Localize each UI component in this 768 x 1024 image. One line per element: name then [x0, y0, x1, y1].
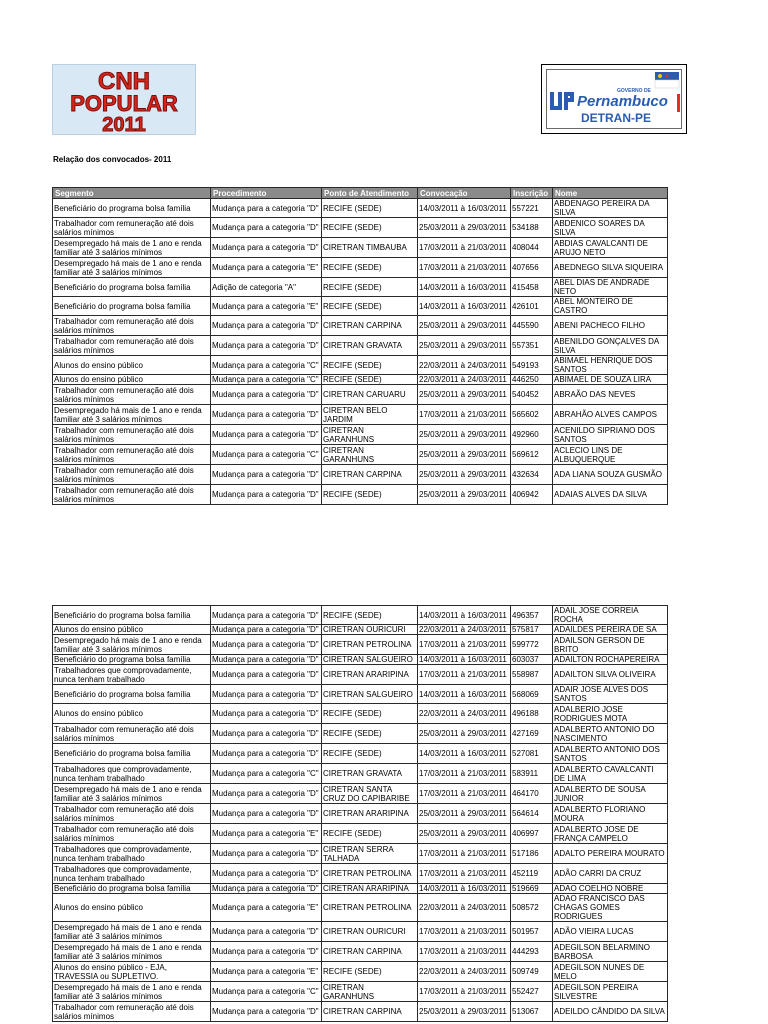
nome-cell: ADALBERIO JOSE RODRIGUES MOTA	[553, 704, 668, 724]
segmento-cell: Trabalhadores que comprovadamente, nunca tenham trabalhado	[53, 764, 211, 784]
inscricao-cell: 415458	[511, 278, 553, 297]
nome-cell: ABDIAS CAVALCANTI DE ARUJO NETO	[553, 238, 668, 258]
convocacao-cell: 25/03/2011 à 29/03/2011	[418, 445, 511, 465]
table-row	[53, 942, 668, 962]
table-row	[53, 685, 668, 704]
nome-cell: ADAILSON GERSON DE BRITO	[553, 635, 668, 655]
document-title: Relação dos convocados- 2011	[53, 155, 172, 164]
convocacao-cell: 25/03/2011 à 29/03/2011	[418, 425, 511, 445]
segmento-cell: Trabalhador com remuneração até dois salários mínimos	[53, 485, 211, 505]
table-row	[53, 724, 668, 744]
inscricao-cell: 406997	[511, 824, 553, 844]
inscricao-cell: 432634	[511, 465, 553, 485]
ponto-atendimento-cell: RECIFE (SEDE)	[322, 724, 418, 744]
procedimento-cell: Mudança para a categoria "D"	[211, 635, 322, 655]
procedimento-cell: Mudança para a categoria "D"	[211, 425, 322, 445]
procedimento-cell: Mudança para a categoria "D"	[211, 218, 322, 238]
nome-cell: ADAO FRANCISCO DAS CHAGAS GOMES RODRIGUES	[553, 894, 668, 922]
ponto-atendimento-cell: RECIFE (SEDE)	[322, 606, 418, 625]
convocacao-cell: 25/03/2011 à 29/03/2011	[418, 465, 511, 485]
procedimento-cell: Mudança para a categoria "D"	[211, 884, 322, 894]
procedimento-cell: Mudança para a categoria "D"	[211, 606, 322, 625]
header-convocacao: Convocação	[418, 188, 511, 199]
inscricao-cell: 501957	[511, 922, 553, 942]
nome-cell: ADEGILSON PEREIRA SILVESTRE	[553, 982, 668, 1002]
table-2-body	[53, 606, 668, 1022]
table-row	[53, 784, 668, 804]
segmento-cell: Alunos do ensino público	[53, 894, 211, 922]
convocacao-cell: 25/03/2011 à 29/03/2011	[418, 218, 511, 238]
convocacao-cell: 25/03/2011 à 29/03/2011	[418, 724, 511, 744]
ponto-atendimento-cell: CIRETRAN OURICURI	[322, 922, 418, 942]
logo-popular-text: POPULAR	[70, 91, 178, 116]
table-row	[53, 405, 668, 425]
inscricao-cell: 509749	[511, 962, 553, 982]
nome-cell: ADÃO VIEIRA LUCAS	[553, 922, 668, 942]
segmento-cell: Trabalhador com remuneração até dois salários mínimos	[53, 425, 211, 445]
segmento-cell: Beneficiário do programa bolsa família	[53, 278, 211, 297]
ponto-atendimento-cell: RECIFE (SEDE)	[322, 199, 418, 218]
ponto-atendimento-cell: CIRETRAN CARPINA	[322, 942, 418, 962]
segmento-cell: Trabalhador com remuneração até dois salários mínimos	[53, 445, 211, 465]
convocacao-cell: 25/03/2011 à 29/03/2011	[418, 485, 511, 505]
inscricao-cell: 552427	[511, 982, 553, 1002]
ponto-atendimento-cell: RECIFE (SEDE)	[322, 297, 418, 316]
nome-cell: ABEL DIAS DE ANDRADE NETO	[553, 278, 668, 297]
ponto-atendimento-cell: RECIFE (SEDE)	[322, 824, 418, 844]
inscricao-cell: 427169	[511, 724, 553, 744]
segmento-cell: Alunos do ensino público	[53, 625, 211, 635]
inscricao-cell: 558987	[511, 665, 553, 685]
logo-year-text: 2011	[102, 114, 146, 134]
table-row	[53, 316, 668, 336]
procedimento-cell: Mudança para a categoria "C"	[211, 356, 322, 375]
segmento-cell: Trabalhador com remuneração até dois salários mínimos	[53, 385, 211, 405]
nome-cell: ADALTO PEREIRA MOURATO	[553, 844, 668, 864]
convocacao-cell: 25/03/2011 à 29/03/2011	[418, 804, 511, 824]
segmento-cell: Alunos do ensino público	[53, 704, 211, 724]
procedimento-cell: Mudança para a categoria "D"	[211, 844, 322, 864]
segmento-cell: Desempregado há mais de 1 ano e renda familiar até 3 salários mínimos	[53, 982, 211, 1002]
inscricao-cell: 492960	[511, 425, 553, 445]
segmento-cell: Alunos do ensino público	[53, 356, 211, 375]
convocacao-cell: 14/03/2011 à 16/03/2011	[418, 278, 511, 297]
segmento-cell: Trabalhador com remuneração até dois salários mínimos	[53, 724, 211, 744]
ponto-atendimento-cell: CIRETRAN CARPINA	[322, 1002, 418, 1022]
procedimento-cell: Mudança para a categoria "D"	[211, 724, 322, 744]
inscricao-cell: 407656	[511, 258, 553, 278]
procedimento-cell: Mudança para a categoria "D"	[211, 336, 322, 356]
ponto-atendimento-cell: CIRETRAN CARUARU	[322, 385, 418, 405]
inscricao-cell: 444293	[511, 942, 553, 962]
segmento-cell: Beneficiário do programa bolsa família	[53, 744, 211, 764]
inscricao-cell: 496357	[511, 606, 553, 625]
convocacao-cell: 17/03/2011 à 21/03/2011	[418, 844, 511, 864]
segmento-cell: Beneficiário do programa bolsa família	[53, 297, 211, 316]
table-row	[53, 445, 668, 465]
ponto-atendimento-cell: RECIFE (SEDE)	[322, 744, 418, 764]
segmento-cell: Desempregado há mais de 1 ano e renda familiar até 3 salários mínimos	[53, 942, 211, 962]
procedimento-cell: Adição de categoria "A"	[211, 278, 322, 297]
convocacao-cell: 22/03/2011 à 24/03/2011	[418, 375, 511, 385]
segmento-cell: Desempregado há mais de 1 ano e renda familiar até 3 salários mínimos	[53, 784, 211, 804]
nome-cell: ABEL MONTEIRO DE CASTRO	[553, 297, 668, 316]
convocacao-cell: 17/03/2011 à 21/03/2011	[418, 764, 511, 784]
nome-cell: ABENILDO GONÇALVES DA SILVA	[553, 336, 668, 356]
nome-cell: ADAO COELHO NOBRE	[553, 884, 668, 894]
table-header-row	[53, 188, 668, 199]
convocacao-cell: 25/03/2011 à 29/03/2011	[418, 824, 511, 844]
convocacao-cell: 22/03/2011 à 24/03/2011	[418, 962, 511, 982]
ponto-atendimento-cell: CIRETRAN ARARIPINA	[322, 884, 418, 894]
segmento-cell: Beneficiário do programa bolsa família	[53, 606, 211, 625]
procedimento-cell: Mudança para a categoria "D"	[211, 465, 322, 485]
pernambuco-flag-icon	[655, 72, 679, 88]
segmento-cell: Beneficiário do programa bolsa família	[53, 655, 211, 665]
convocacao-cell: 14/03/2011 à 16/03/2011	[418, 297, 511, 316]
table-row	[53, 665, 668, 685]
procedimento-cell: Mudança para a categoria "D"	[211, 625, 322, 635]
table-row	[53, 606, 668, 625]
ponto-atendimento-cell: CIRETRAN SALGUEIRO	[322, 685, 418, 704]
ponto-atendimento-cell: CIRETRAN GARANHUNS	[322, 445, 418, 465]
table-row	[53, 804, 668, 824]
nome-cell: ADEILDO CÂNDIDO DA SILVA	[553, 1002, 668, 1022]
convocacao-cell: 14/03/2011 à 16/03/2011	[418, 884, 511, 894]
table-row	[53, 336, 668, 356]
ponto-atendimento-cell: RECIFE (SEDE)	[322, 485, 418, 505]
nome-cell: ADALBERTO FLORIANO MOURA	[553, 804, 668, 824]
convocacao-cell: 17/03/2011 à 21/03/2011	[418, 942, 511, 962]
inscricao-cell: 446250	[511, 375, 553, 385]
nome-cell: ABDENAGO PEREIRA DA SILVA	[553, 199, 668, 218]
procedimento-cell: Mudança para a categoria "C"	[211, 375, 322, 385]
table-row	[53, 824, 668, 844]
nome-cell: ABEDNEGO SILVA SIQUEIRA	[553, 258, 668, 278]
segmento-cell: Trabalhador com remuneração até dois salários mínimos	[53, 1002, 211, 1022]
header-segmento: Segmento	[53, 188, 211, 199]
segmento-cell: Desempregado há mais de 1 ano e renda familiar até 3 salários mínimos	[53, 635, 211, 655]
segmento-cell: Desempregado há mais de 1 ano e renda familiar até 3 salários mínimos	[53, 405, 211, 425]
ponto-atendimento-cell: CIRETRAN GARANHUNS	[322, 982, 418, 1002]
procedimento-cell: Mudança para a categoria "E"	[211, 297, 322, 316]
procedimento-cell: Mudança para a categoria "C"	[211, 764, 322, 784]
inscricao-cell: 540452	[511, 385, 553, 405]
inscricao-cell: 599772	[511, 635, 553, 655]
procedimento-cell: Mudança para a categoria "D"	[211, 942, 322, 962]
table-row	[53, 465, 668, 485]
segmento-cell: Trabalhador com remuneração até dois salários mínimos	[53, 336, 211, 356]
logo-cnh-text: CNH	[98, 68, 150, 95]
table-row	[53, 1002, 668, 1022]
pernambuco-text: Pernambuco	[577, 93, 668, 110]
governo-de-text: GOVERNO DE	[617, 88, 651, 94]
procedimento-cell: Mudança para a categoria "E"	[211, 824, 322, 844]
nome-cell: ABIMAEL DE SOUZA LIRA	[553, 375, 668, 385]
convocados-table-1	[52, 187, 668, 505]
convocacao-cell: 22/03/2011 à 24/03/2011	[418, 894, 511, 922]
segmento-cell: Trabalhadores que comprovadamente, nunca tenham trabalhado	[53, 864, 211, 884]
convocacao-cell: 17/03/2011 à 21/03/2011	[418, 635, 511, 655]
table-row	[53, 625, 668, 635]
ponto-atendimento-cell: CIRETRAN GRAVATA	[322, 336, 418, 356]
ponto-atendimento-cell: RECIFE (SEDE)	[322, 704, 418, 724]
inscricao-cell: 603037	[511, 655, 553, 665]
segmento-cell: Trabalhador com remuneração até dois salários mínimos	[53, 218, 211, 238]
table-row	[53, 238, 668, 258]
nome-cell: ADALBERTO JOSE DE FRANÇA CAMPELO	[553, 824, 668, 844]
nome-cell: ADAILTON SILVA OLIVEIRA	[553, 665, 668, 685]
segmento-cell: Alunos do ensino público - EJA, TRAVESSIA ou SUPLETIVO.	[53, 962, 211, 982]
header-nome: Nome	[553, 188, 668, 199]
segmento-cell: Desempregado há mais de 1 ano e renda familiar até 3 salários mínimos	[53, 258, 211, 278]
procedimento-cell: Mudança para a categoria "D"	[211, 784, 322, 804]
ponto-atendimento-cell: CIRETRAN SALGUEIRO	[322, 655, 418, 665]
table-row	[53, 884, 668, 894]
ponto-atendimento-cell: CIRETRAN PETROLINA	[322, 894, 418, 922]
detran-pe-text: DETRAN-PE	[581, 111, 652, 125]
segmento-cell: Trabalhador com remuneração até dois salários mínimos	[53, 465, 211, 485]
nome-cell: ABENI PACHECO FILHO	[553, 316, 668, 336]
procedimento-cell: Mudança para a categoria "E"	[211, 894, 322, 922]
table-1-body	[53, 199, 668, 505]
nome-cell: ADALBERTO ANTONIO DO NASCIMENTO	[553, 724, 668, 744]
procedimento-cell: Mudança para a categoria "C"	[211, 982, 322, 1002]
procedimento-cell: Mudança para a categoria "D"	[211, 704, 322, 724]
procedimento-cell: Mudança para a categoria "D"	[211, 922, 322, 942]
convocacao-cell: 14/03/2011 à 16/03/2011	[418, 655, 511, 665]
procedimento-cell: Mudança para a categoria "D"	[211, 485, 322, 505]
inscricao-cell: 569612	[511, 445, 553, 465]
table-row	[53, 764, 668, 784]
segmento-cell: Beneficiário do programa bolsa família	[53, 884, 211, 894]
ponto-atendimento-cell: CIRETRAN OURICURI	[322, 625, 418, 635]
segmento-cell: Alunos do ensino público	[53, 375, 211, 385]
cnh-popular-logo	[52, 64, 196, 135]
inscricao-cell: 406942	[511, 485, 553, 505]
inscricao-cell: 549193	[511, 356, 553, 375]
ponto-atendimento-cell: RECIFE (SEDE)	[322, 278, 418, 297]
convocacao-cell: 22/03/2011 à 24/03/2011	[418, 704, 511, 724]
nome-cell: ADEGILSON NUNES DE MELO	[553, 962, 668, 982]
governo-pernambuco-detran-logo	[541, 64, 687, 134]
procedimento-cell: Mudança para a categoria "D"	[211, 385, 322, 405]
nome-cell: ACENILDO SIPRIANO DOS SANTOS	[553, 425, 668, 445]
nome-cell: ADAIR JOSE ALVES DOS SANTOS	[553, 685, 668, 704]
convocacao-cell: 14/03/2011 à 16/03/2011	[418, 606, 511, 625]
procedimento-cell: Mudança para a categoria "D"	[211, 1002, 322, 1022]
ponto-atendimento-cell: CIRETRAN SERRA TALHADA	[322, 844, 418, 864]
inscricao-cell: 568069	[511, 685, 553, 704]
procedimento-cell: Mudança para a categoria "D"	[211, 804, 322, 824]
procedimento-cell: Mudança para a categoria "D"	[211, 316, 322, 336]
convocacao-cell: 17/03/2011 à 21/03/2011	[418, 238, 511, 258]
procedimento-cell: Mudança para a categoria "D"	[211, 655, 322, 665]
ponto-atendimento-cell: CIRETRAN BELO JARDIM	[322, 405, 418, 425]
convocacao-cell: 17/03/2011 à 21/03/2011	[418, 982, 511, 1002]
convocacao-cell: 22/03/2011 à 24/03/2011	[418, 356, 511, 375]
ponto-atendimento-cell: CIRETRAN ARARIPINA	[322, 665, 418, 685]
table-row	[53, 425, 668, 445]
nome-cell: ACLECIO LINS DE ALBUQUERQUE	[553, 445, 668, 465]
ponto-atendimento-cell: RECIFE (SEDE)	[322, 258, 418, 278]
ponto-atendimento-cell: CIRETRAN PETROLINA	[322, 635, 418, 655]
procedimento-cell: Mudança para a categoria "D"	[211, 685, 322, 704]
inscricao-cell: 534188	[511, 218, 553, 238]
convocacao-cell: 17/03/2011 à 21/03/2011	[418, 922, 511, 942]
table-row	[53, 635, 668, 655]
inscricao-cell: 557351	[511, 336, 553, 356]
inscricao-cell: 519669	[511, 884, 553, 894]
inscricao-cell: 513067	[511, 1002, 553, 1022]
ponto-atendimento-cell: CIRETRAN GRAVATA	[322, 764, 418, 784]
table-row	[53, 962, 668, 982]
procedimento-cell: Mudança para a categoria "E"	[211, 258, 322, 278]
nome-cell: ADAILDES PEREIRA DE SA	[553, 625, 668, 635]
inscricao-cell: 583911	[511, 764, 553, 784]
segmento-cell: Desempregado há mais de 1 ano e renda familiar até 3 salários mínimos	[53, 922, 211, 942]
ponto-atendimento-cell: RECIFE (SEDE)	[322, 962, 418, 982]
convocacao-cell: 17/03/2011 à 21/03/2011	[418, 258, 511, 278]
ponto-atendimento-cell: CIRETRAN SANTA CRUZ DO CAPIBARIBE	[322, 784, 418, 804]
nome-cell: ADALBERTO ANTONIO DOS SANTOS	[553, 744, 668, 764]
procedimento-cell: Mudança para a categoria "E"	[211, 962, 322, 982]
procedimento-cell: Mudança para a categoria "D"	[211, 199, 322, 218]
segmento-cell: Beneficiário do programa bolsa família	[53, 685, 211, 704]
table-row	[53, 385, 668, 405]
table-row	[53, 278, 668, 297]
inscricao-cell: 452119	[511, 864, 553, 884]
table-row	[53, 218, 668, 238]
procedimento-cell: Mudança para a categoria "D"	[211, 405, 322, 425]
table-row	[53, 894, 668, 922]
segmento-cell: Beneficiário do programa bolsa família	[53, 199, 211, 218]
inscricao-cell: 575817	[511, 625, 553, 635]
inscricao-cell: 564614	[511, 804, 553, 824]
convocacao-cell: 25/03/2011 à 29/03/2011	[418, 316, 511, 336]
inscricao-cell: 517186	[511, 844, 553, 864]
table-row	[53, 704, 668, 724]
inscricao-cell: 508572	[511, 894, 553, 922]
convocacao-cell: 14/03/2011 à 16/03/2011	[418, 744, 511, 764]
ponto-atendimento-cell: CIRETRAN CARPINA	[322, 316, 418, 336]
inscricao-cell: 557221	[511, 199, 553, 218]
jp-emblem-icon	[550, 92, 574, 110]
procedimento-cell: Mudança para a categoria "D"	[211, 744, 322, 764]
nome-cell: ADAIL JOSE CORREIA ROCHA	[553, 606, 668, 625]
inscricao-cell: 565602	[511, 405, 553, 425]
segmento-cell: Desempregado há mais de 1 ano e renda familiar até 3 salários mínimos	[53, 238, 211, 258]
convocados-table-2	[52, 605, 668, 1022]
ponto-atendimento-cell: CIRETRAN ARARIPINA	[322, 804, 418, 824]
ponto-atendimento-cell: CIRETRAN TIMBAUBA	[322, 238, 418, 258]
procedimento-cell: Mudança para a categoria "D"	[211, 238, 322, 258]
procedimento-cell: Mudança para a categoria "D"	[211, 665, 322, 685]
procedimento-cell: Mudança para a categoria "D"	[211, 864, 322, 884]
table-row	[53, 485, 668, 505]
ponto-atendimento-cell: CIRETRAN GARANHUNS	[322, 425, 418, 445]
nome-cell: ADAILTON ROCHAPEREIRA	[553, 655, 668, 665]
nome-cell: ABDENICO SOARES DA SILVA	[553, 218, 668, 238]
table-row	[53, 297, 668, 316]
convocacao-cell: 17/03/2011 à 21/03/2011	[418, 784, 511, 804]
header-ponto-atendimento: Ponto de Atendimento	[322, 188, 418, 199]
segmento-cell: Trabalhador com remuneração até dois salários mínimos	[53, 316, 211, 336]
table-row	[53, 356, 668, 375]
nome-cell: ADEGILSON BELARMINO BARBOSA	[553, 942, 668, 962]
convocacao-cell: 25/03/2011 à 29/03/2011	[418, 336, 511, 356]
table-row	[53, 199, 668, 218]
table-row	[53, 982, 668, 1002]
nome-cell: ABRAHÃO ALVES CAMPOS	[553, 405, 668, 425]
ponto-atendimento-cell: CIRETRAN PETROLINA	[322, 864, 418, 884]
ponto-atendimento-cell: RECIFE (SEDE)	[322, 356, 418, 375]
convocacao-cell: 14/03/2011 à 16/03/2011	[418, 199, 511, 218]
header-procedimento: Procedimento	[211, 188, 322, 199]
nome-cell: ADÃO CARRI DA CRUZ	[553, 864, 668, 884]
ponto-atendimento-cell: RECIFE (SEDE)	[322, 375, 418, 385]
segmento-cell: Trabalhadores que comprovadamente, nunca tenham trabalhado	[53, 844, 211, 864]
ponto-atendimento-cell: CIRETRAN CARPINA	[322, 465, 418, 485]
table-row	[53, 922, 668, 942]
convocacao-cell: 17/03/2011 à 21/03/2011	[418, 665, 511, 685]
ponto-atendimento-cell: RECIFE (SEDE)	[322, 218, 418, 238]
nome-cell: ADA LIANA SOUZA GUSMÃO	[553, 465, 668, 485]
inscricao-cell: 408044	[511, 238, 553, 258]
nome-cell: ADAIAS ALVES DA SILVA	[553, 485, 668, 505]
segmento-cell: Trabalhadores que comprovadamente, nunca tenham trabalhado	[53, 665, 211, 685]
table-row	[53, 375, 668, 385]
table-row	[53, 844, 668, 864]
header-inscricao: Inscrição	[511, 188, 553, 199]
nome-cell: ADALBERTO DE SOUSA JUNIOR	[553, 784, 668, 804]
segmento-cell: Trabalhador com remuneração até dois salários mínimos	[53, 824, 211, 844]
inscricao-cell: 464170	[511, 784, 553, 804]
inscricao-cell: 445590	[511, 316, 553, 336]
table-row	[53, 258, 668, 278]
inscricao-cell: 426101	[511, 297, 553, 316]
table-row	[53, 744, 668, 764]
table-row	[53, 655, 668, 665]
inscricao-cell: 527081	[511, 744, 553, 764]
convocacao-cell: 22/03/2011 à 24/03/2011	[418, 625, 511, 635]
convocacao-cell: 17/03/2011 à 21/03/2011	[418, 405, 511, 425]
convocacao-cell: 25/03/2011 à 29/03/2011	[418, 385, 511, 405]
nome-cell: ABRAÃO DAS NEVES	[553, 385, 668, 405]
convocacao-cell: 17/03/2011 à 21/03/2011	[418, 864, 511, 884]
nome-cell: ABIMAEL HENRIQUE DOS SANTOS	[553, 356, 668, 375]
table-row	[53, 864, 668, 884]
convocacao-cell: 14/03/2011 à 16/03/2011	[418, 685, 511, 704]
nome-cell: ADALBERTO CAVALCANTI DE LIMA	[553, 764, 668, 784]
procedimento-cell: Mudança para a categoria "C"	[211, 445, 322, 465]
segmento-cell: Trabalhador com remuneração até dois salários mínimos	[53, 804, 211, 824]
inscricao-cell: 496188	[511, 704, 553, 724]
convocacao-cell: 25/03/2011 à 29/03/2011	[418, 1002, 511, 1022]
